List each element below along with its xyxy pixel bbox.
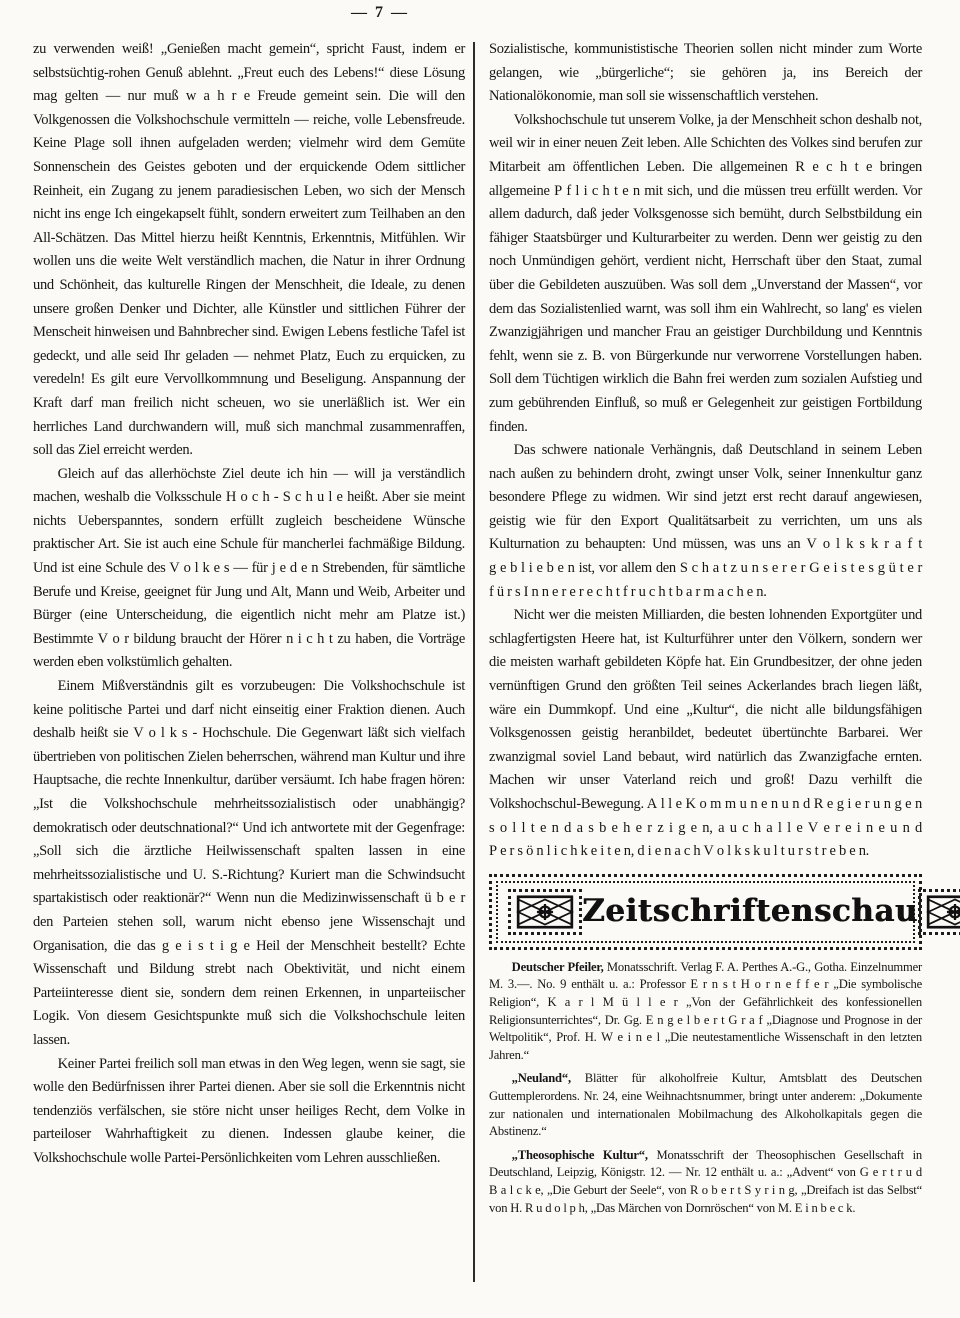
paragraph: Gleich auf das allerhöchste Ziel deute ich hin — will ja verständlich machen, weshalb die Volksschule H o c h - S c h u l e heißt. Aber sie meint nichts Ueberspanntes, sondern erfüllt zugleich bescheidene Wünsche praktischer Art. Sie ist auch eine Schule für mancherlei fachmäßige Bildung. Und ist eine Schule des V o l k e s — für j e d e n Strebenden, für sämtliche Berufe und Kreise, geeignet für Jung und Alt, Mann und Weib, Arbeiter und Bürger (eine Unterscheidung, die eigentlich nicht mehr am Platze ist.) Bestimmte V o r bildung braucht der Hörer n i c h t zu haben, die Vorträge werden eben volkstümlich gehalten.	[33, 465, 465, 671]
zeitschriftenschau-header-box	[489, 874, 922, 950]
review-text: Monatsschrift. Verlag F. A. Perthes A.-G., Gotha. Einzelnummer M. 3.—. No. 9 enthält u. a.: Professor E r n s t H o r n e f f e r „Die symbolische Religion“, K a r l M ü l l e r „Von der Gefährlichkeit des konfessionellen Religionsunterrichtes“, Dr. Gg. E n g e l b e r t G r a f „Diagnose und Prognose in der Weltpolitik“, Prof. H. W e i n e l „Die neutestamentliche Wissenschaft in den letzten Jahren.“	[489, 959, 922, 1062]
left-column	[33, 38, 465, 1171]
lattice-ornament-icon	[508, 889, 582, 935]
lattice-ornament-icon	[918, 889, 960, 935]
paragraph: Sozialistische, kommunististische Theorien sollen nicht minder zum Worte gelangen, wie „bürgerliche“; sie gehören ja, ins Bereich der Nationalökonomie, man soll sie wissenschaftlich verstehen.	[489, 41, 922, 105]
paragraph: Nicht wer die meisten Milliarden, die besten lohnenden Exportgüter und schlagfertigsten Heere hat, ist Kulturführer unter den Völkern, sondern wer die meisten warhaft gebildeten Köpfe hat. Ein Grundbesitzer, der ohne jeden vernünftigen Grund den größten Teil seines Ackerlandes brach liegen läßt, wäre ein Dummkopf. Und eine „Kultur“, die nicht alle bildungsfähigen Volksgenossen geistig heranbildet, bedeutet übertünchte Barbarei. Wer zwanzigmal soviel Land bebaut, wird natürlich das Zwanzigfache ernten. Machen wir unser Vaterland reich und groß! Dazu verhilft die Volkshochschul-Bewegung. A l l e K o m m u n e n u n d R e g i e r u n g e n s o l l t e n d a s b e h e r z i g e n, a u c h a l l e V e r e i n e u n d P e r s ö n l i c h k e i t e n, d i e n a c h V o l k s k u l t u r s t r e b e n.	[489, 607, 922, 860]
section-title: Zeitschriftenschau	[582, 892, 918, 929]
paragraph: Das schwere nationale Verhängnis, daß Deutschland in seinem Leben nach außen zu behindern droht, zwingt unser Volk, seiner Innenkultur ganz besondere Pflege zu widmen. Wir sind jetzt erst recht darauf angewiesen, geistig wie für den Export Qualitätsarbeit zu verrichten, um uns als Kulturnation zu behaupten: Und müssen, was uns an V o l k s k r a f t g e b l i e b e n ist, vor allem den S c h a t z u n s e r e r G e i s t e s g ü t e r f ü r s I n n e r e r e c h t f r u c h t b a r m a c h e n.	[489, 442, 922, 600]
review-item	[489, 1070, 922, 1140]
column-divider-rule	[473, 42, 475, 1282]
review-text: Monatsschrift der Theosophischen Gesellschaft in Deutschland, Leipzig, Königstr. 12. — Nr. 12 enthält u. a.: „Advent“ von G e r t r u d B a l c k e, „Die Geburt der Seele“, von R o b e r t S y r i n g, „Dreifach ist das Selbst“ von H. R u d o l p h, „Das Märchen von Dornröschen“ von M. E i n b e c k.	[489, 1147, 922, 1215]
paragraph: Volkshochschule tut unserem Volke, ja der Menschheit schon deshalb not, weil wir in einer neuen Zeit leben. Alle Schichten des Volkes sind berufen zur Mitarbeit am öffentlichen Leben. Die allgemeinen R e c h t e bringen allgemeine P f l i c h t e n mit sich, und die müssen treu erfüllt werden. Vor allem dadurch, daß jeder Volksgenosse sich bemüht, durch Selbstbildung ein fähiger Staatsbürger und Kulturarbeiter zu werden. Denn wer geistig zu den noch Unmündigen gehört, verdient nicht, Herrschaft über den Staat, zumal über die Gebildeten auszuüben. Was soll dem „Unverstand der Massen“, vor dem das Sozialistenlied warnt, was soll ihm ein Wahlrecht, so lang' es vielen Zwanzigjährigen und mancher Frau an geistiger Durchbildung und Kenntnis fehlt, wenn sie z. B. von Bürgerkunde nur verworrene Vorstellungen haben. Soll dem Tüchtigen wirklich die Bahn frei werden zum sozialen Aufstieg und zum gebührenden Einfluß, so muß er Gelegenheit zur geistigen Fortbildung finden.	[489, 111, 922, 435]
review-journal-title: Deutscher Pfeiler,	[511, 959, 604, 974]
paragraph: zu verwenden weiß! „Genießen macht gemein“, spricht Faust, indem er selbstsüchtig-rohen Genuß ablehnt. „Freut euch des Lebens!“ diese Lösung mag gelten — nur muß w a h r e Freude gemeint sein. Die will den Volkgenossen die Volkshochschule vermitteln — reiche, volle Lebensfreude. Keine Plage soll ihnen aufgeladen werden; vielmehr wird dem Gemüte Sonnenschein des Geistes geboten und der erquickende Odem sittlicher Reinheit, ein Zugang zu jenem paradiesischen Leben, wo sich der Mensch nicht ins enge Ich eingekapselt fühlt, sondern erweitert zum Teilhaben an den All-Schätzen. Das Mittel hierzu heißt Kenntnis, Erkenntnis, Mitfühlen. Wir wollen uns die weite Welt verständlich machen, die Natur in ihrer Ordnung und Schönheit, das kulturelle Ringen der Menschheit, die Ideale, zu denen unsere großen Denker und Dichter, alle Künstler und sittlichen Führer der Menscheit hinweisen und Bahnbrecher sind. Ewigen Lebens festliche Tafel ist gedeckt, und alle seid Ihr geladen — nehmet Platz, Euch zu erquicken, zu veredeln! Es gilt eure Vervollkommnung und Beseligung. Anspannung der Kraft darf man freilich nicht scheuen, wo sie unerläßlich ist. Wer ein herrliches Land durchwandern will, muß sich manchmal zusammenraffen, soll das Ziel erreicht werden.	[33, 41, 465, 459]
review-journal-title: „Theosophische Kultur“,	[511, 1147, 648, 1162]
review-item	[489, 959, 922, 1065]
right-column	[489, 38, 922, 1217]
zeitschriftenschau-header-inner	[496, 881, 918, 943]
review-text: Blätter für alkoholfreie Kultur, Amtsblatt des Deutschen Guttemplerordens. Nr. 24, eine Weihnachtsnummer, bringt unter anderem: „Dokumente zur nationalen und internationalen Mobilmachung des Alkoholkapitals gegen die Abstinenz.“	[489, 1071, 922, 1139]
paragraph: Keiner Partei freilich soll man etwas in den Weg legen, wenn sie sagt, sie wolle den Bedürfnissen ihrer Partei dienen. Aber sie soll die Erkenntnis nicht tendenziös verfälschen, sie störe nicht unser heiliges Recht, dem Volke in parteiloser Wahrhaftigkeit zu dienen. Indessen glaube keiner, die Volkshochschule wolle Partei-Persönlichkeiten vom Lehren ausschließen.	[33, 1055, 465, 1166]
page-number: — 7 —	[351, 4, 409, 21]
review-item	[489, 1147, 922, 1217]
paragraph: Einem Mißverständnis gilt es vorzubeugen: Die Volkshochschule ist keine politische Partei und darf nicht einseitig einer Fraktion dienen. Auch deshalb heißt sie V o l k s - Hochschule. Die Gegenwart läßt sich vielfach übertrieben von politischen Zielen beherrschen, während man Kultur und ihre Hauptsache, die rechte Innenkultur, darüber versäumt. Ich habe fragen hören: „Ist die Volkshochschule mehrheitssozialistisch oder unabhängig? demokratisch oder deutschnational?“ Und ich antwortete mit der Gegenfrage: „Soll sich die ärztliche Heilwissenschaft spalten lassen in eine mehrheitssozialistische und U. S.-Richtung? Kuriert man die Schwindsucht spartakistisch oder reaktionär?“ Wenn nun die Medizinwissenschaft ü b e r den Parteien stehen soll, warum nicht ebenso jene Wissenschajt und Organisation, die das g e i s t i g e Heil der Menschheit bestellt? Echte Wissenschaft und Bildung strebt nach Obektivität, und nicht einem Parteiinteresse dient sie, sondern dem reinen Erkennen, in unparteiischer Logik. Von diesem Gesichtspunkte muß sich die Volkshochschule leiten lassen.	[33, 678, 465, 1048]
review-journal-title: „Neuland“,	[511, 1071, 571, 1086]
